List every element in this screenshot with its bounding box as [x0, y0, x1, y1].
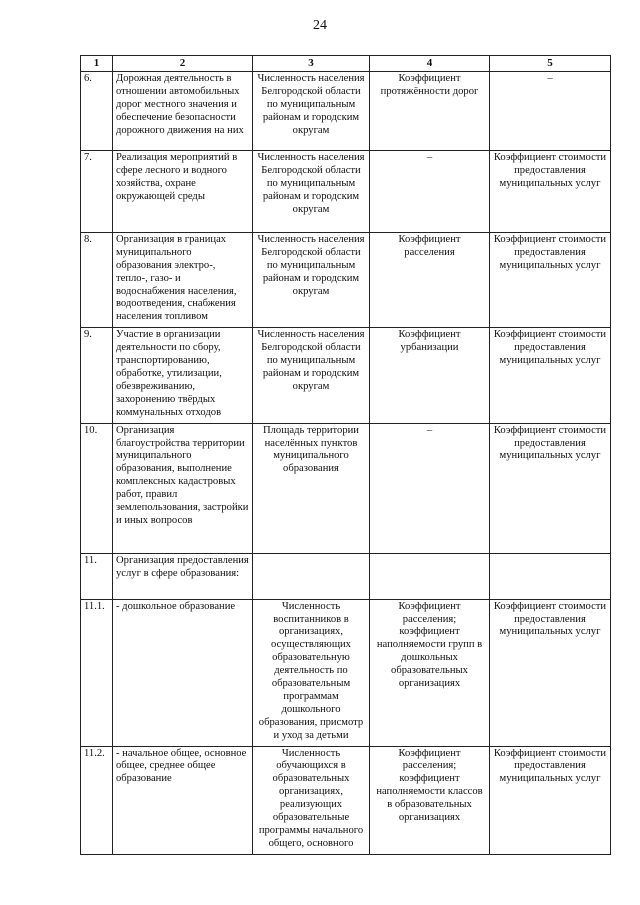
base-indicator: Численность населения Белгородской области по муниципальным районам и городским округам [253, 328, 370, 423]
cost-coefficient: Коэффициент стоимости предоставления муниципальных услуг [490, 232, 611, 327]
table-row [81, 746, 611, 854]
column-header: 5 [490, 56, 611, 72]
authority-name: Участие в организации деятельности по сбору, транспортированию, обработке, утилизации, обезвреживанию, захоронению твёрдых коммунальных отходов [113, 328, 253, 423]
coefficient: Коэффициент урбанизации [370, 328, 490, 423]
column-header: 2 [113, 56, 253, 72]
table-row [81, 150, 611, 232]
base-indicator [253, 553, 370, 599]
authority-name: Организация предоставления услуг в сфере образования: [113, 553, 253, 599]
authority-name: Реализация мероприятий в сфере лесного и водного хозяйства, охране окружающей среды [113, 150, 253, 232]
table-row [81, 423, 611, 553]
coefficient: – [370, 150, 490, 232]
cost-coefficient: Коэффициент стоимости предоставления муниципальных услуг [490, 150, 611, 232]
indicator-table [80, 55, 611, 855]
base-indicator: Площадь территории населённых пунктов муниципального образования [253, 423, 370, 553]
cost-coefficient: Коэффициент стоимости предоставления муниципальных услуг [490, 328, 611, 423]
cost-coefficient: – [490, 71, 611, 150]
cost-coefficient: Коэффициент стоимости предоставления муниципальных услуг [490, 746, 611, 854]
base-indicator: Численность обучающихся в образовательных организациях, реализующих образовательные программы начального общего, основного [253, 746, 370, 854]
coefficient: Коэффициент протяжённости дорог [370, 71, 490, 150]
table-row [81, 553, 611, 599]
coefficient: Коэффициент расселения [370, 232, 490, 327]
authority-name: Дорожная деятельность в отношении автомобильных дорог местного значения и обеспечение безопасности дорожного движения на них [113, 71, 253, 150]
row-number: 6. [81, 71, 113, 150]
authority-name: Организация в границах муниципального образования электро-, тепло-, газо- и водоснабжения населения, водоотведения, снабжения населения топливом [113, 232, 253, 327]
table-row [81, 232, 611, 327]
authority-name: - начальное общее, основное общее, среднее общее образование [113, 746, 253, 854]
cost-coefficient: Коэффициент стоимости предоставления муниципальных услуг [490, 599, 611, 746]
base-indicator: Численность населения Белгородской области по муниципальным районам и городским округам [253, 150, 370, 232]
row-number: 11.1. [81, 599, 113, 746]
row-number: 8. [81, 232, 113, 327]
table-row [81, 599, 611, 746]
row-number: 11.2. [81, 746, 113, 854]
column-header: 4 [370, 56, 490, 72]
column-header: 3 [253, 56, 370, 72]
row-number: 7. [81, 150, 113, 232]
base-indicator: Численность населения Белгородской области по муниципальным районам и городским округам [253, 71, 370, 150]
header-row [81, 56, 611, 72]
row-number: 10. [81, 423, 113, 553]
base-indicator: Численность воспитанников в организациях, осуществляющих образовательную деятельность по образовательным программам дошкольного образования, присмотр и уход за детьми [253, 599, 370, 746]
column-header: 1 [81, 56, 113, 72]
authority-name: - дошкольное образование [113, 599, 253, 746]
cost-coefficient [490, 553, 611, 599]
coefficient: Коэффициент расселения; коэффициент наполняемости классов в образовательных организациях [370, 746, 490, 854]
coefficient: – [370, 423, 490, 553]
row-number: 11. [81, 553, 113, 599]
base-indicator: Численность населения Белгородской области по муниципальным районам и городским округам [253, 232, 370, 327]
cost-coefficient: Коэффициент стоимости предоставления муниципальных услуг [490, 423, 611, 553]
coefficient: Коэффициент расселения; коэффициент наполняемости групп в дошкольных образовательных организациях [370, 599, 490, 746]
page-number: 24 [313, 18, 327, 33]
table-row [81, 328, 611, 423]
coefficient [370, 553, 490, 599]
authority-name: Организация благоустройства территории муниципального образования, выполнение комплексных кадастровых работ, правил землепользования, застройки и иных вопросов [113, 423, 253, 553]
table-row [81, 71, 611, 150]
row-number: 9. [81, 328, 113, 423]
